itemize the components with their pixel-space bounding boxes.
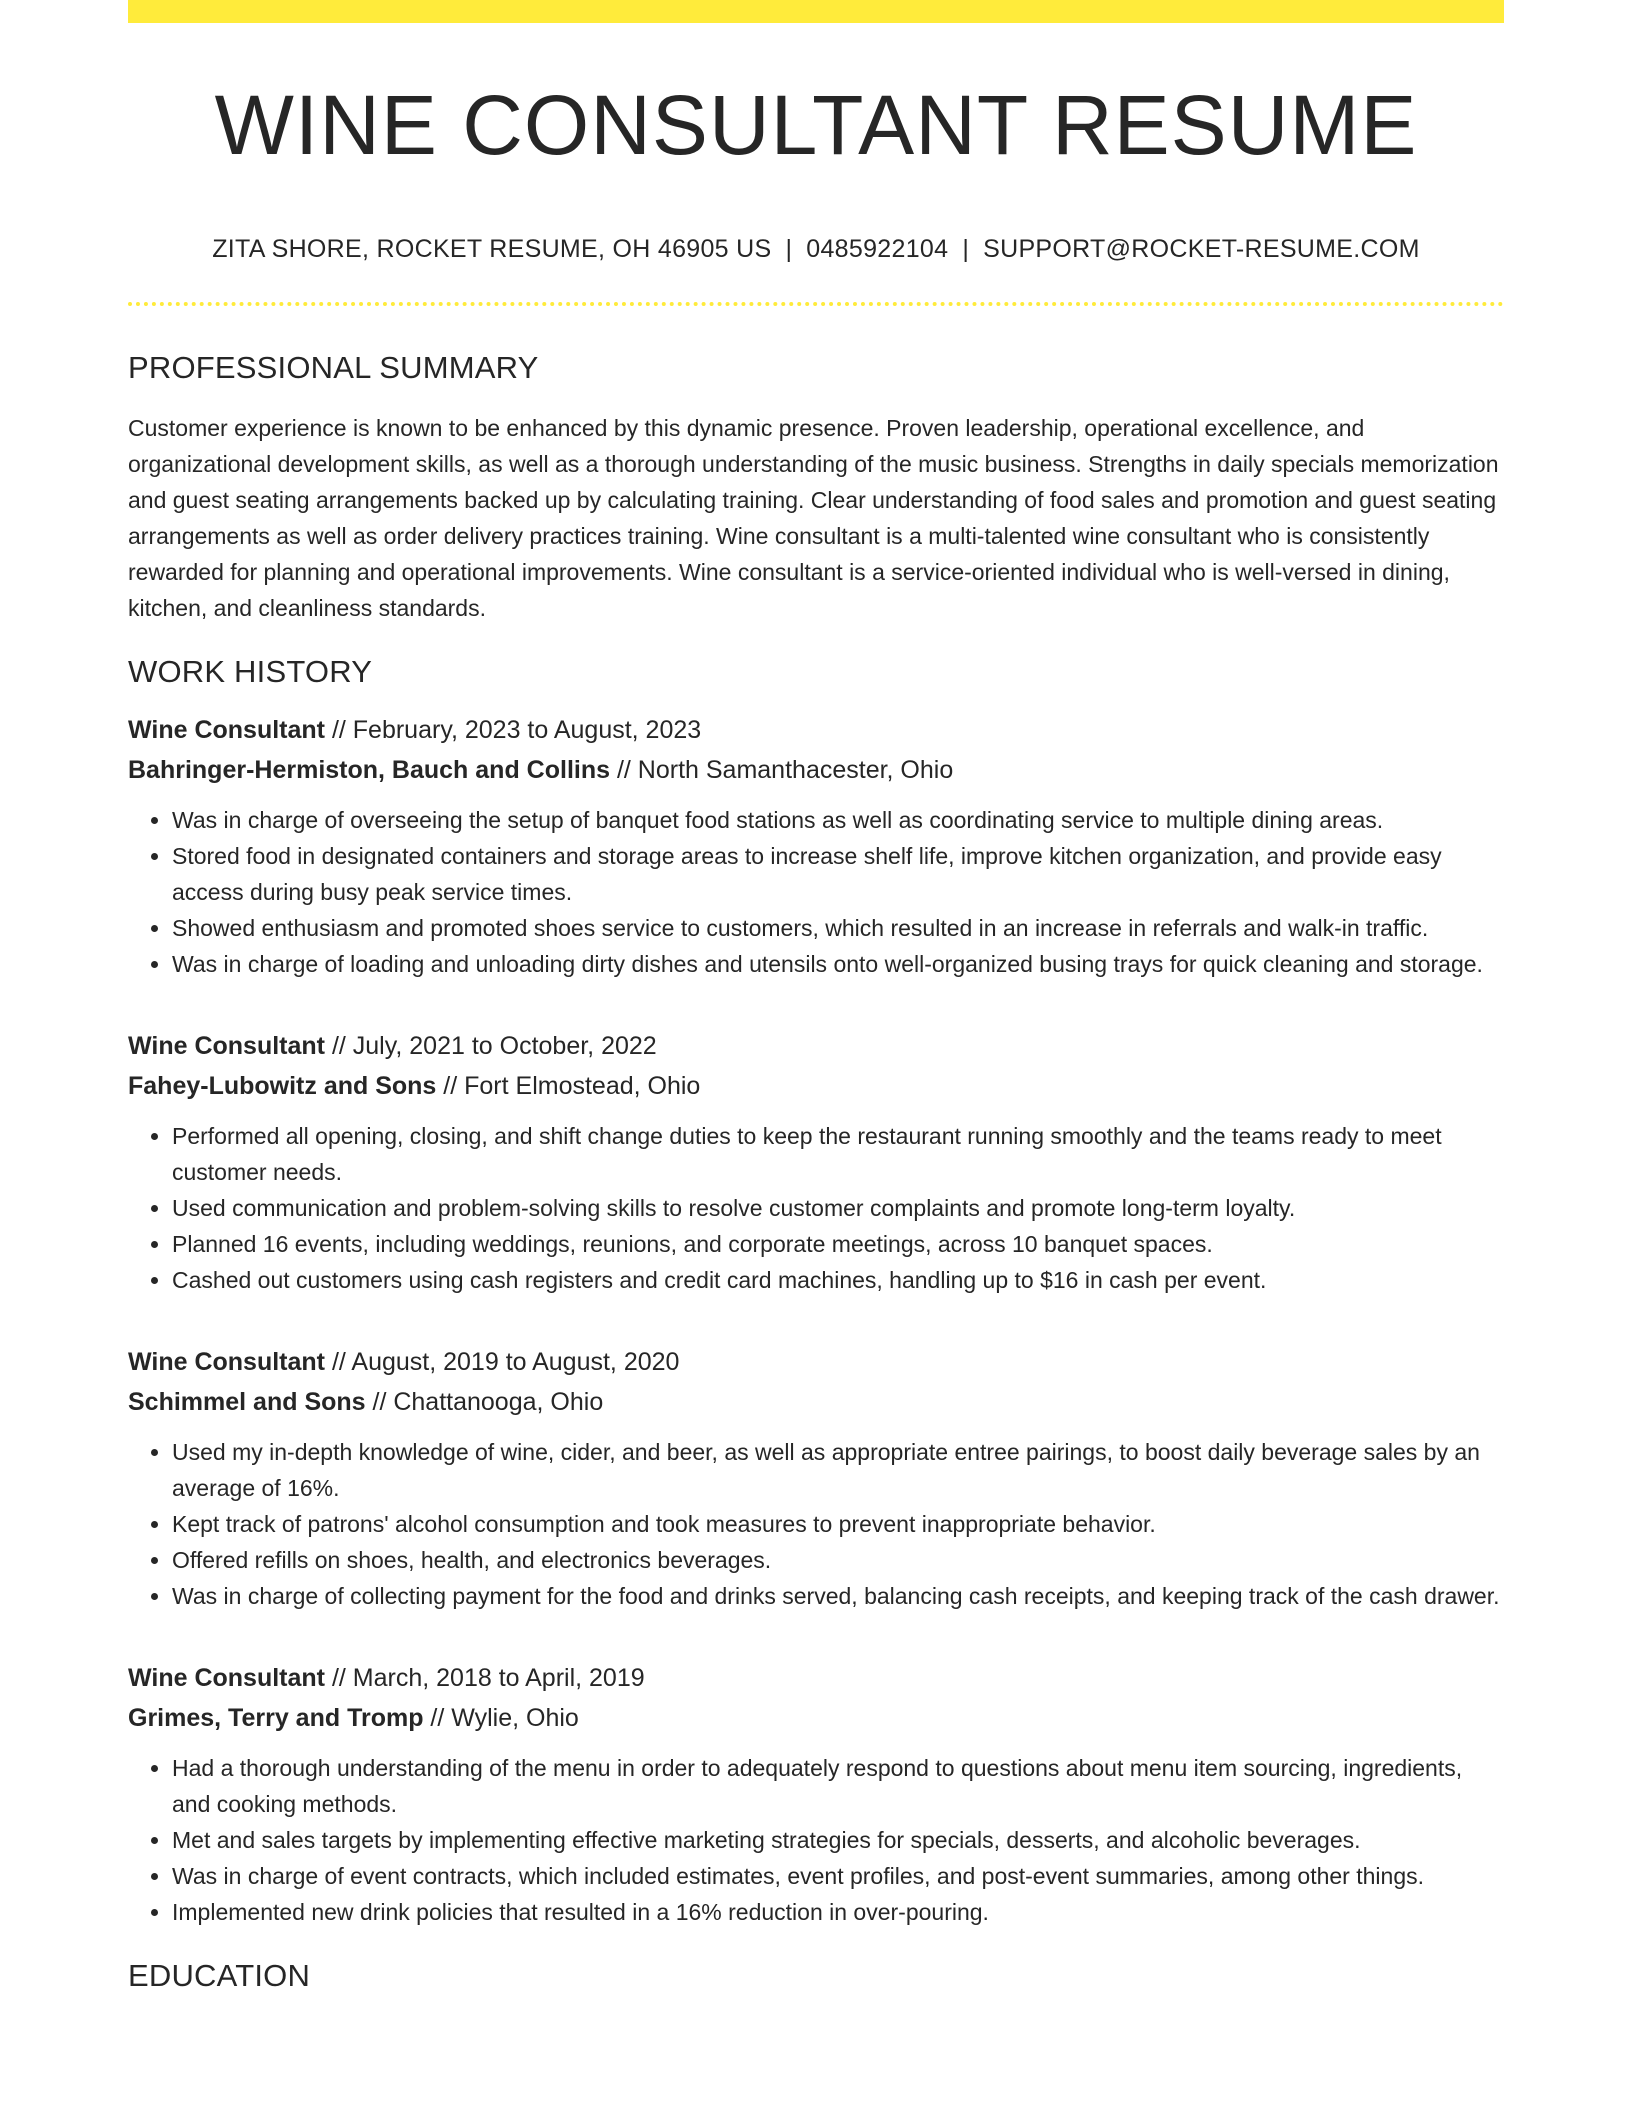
job-company: Fahey-Lubowitz and Sons	[128, 1072, 437, 1100]
job-title: Wine Consultant	[128, 1348, 325, 1376]
job-location: // North Samanthacester, Ohio	[610, 756, 954, 784]
summary-heading: PROFESSIONAL SUMMARY	[128, 350, 539, 385]
job-bullet: • Met and sales targets by implementing effective marketing strategies for specials, desserts, and alcoholic beverages.	[172, 1822, 1504, 1858]
job-bullet: • Was in charge of event contracts, which included estimates, event profiles, and post-event summaries, among other things.	[172, 1858, 1504, 1894]
education-heading: EDUCATION	[128, 1958, 311, 1993]
job-bullets	[128, 1118, 1504, 1298]
job-dates: // July, 2021 to October, 2022	[325, 1032, 657, 1060]
job-bullets	[128, 802, 1504, 982]
job-title-line	[128, 710, 1504, 750]
job-bullet: • Was in charge of overseeing the setup of banquet food stations as well as coordinating service to multiple dining areas.	[172, 802, 1504, 838]
job-bullet: • Was in charge of collecting payment for the food and drinks served, balancing cash receipts, and keeping track of the cash drawer.	[172, 1578, 1504, 1614]
job-company: Grimes, Terry and Tromp	[128, 1704, 424, 1732]
job-title: Wine Consultant	[128, 1032, 325, 1060]
job-entry	[128, 1342, 1504, 1614]
job-entry	[128, 710, 1504, 982]
job-company: Schimmel and Sons	[128, 1388, 366, 1416]
job-bullets	[128, 1750, 1504, 1930]
job-bullet: • Stored food in designated containers and storage areas to increase shelf life, improve kitchen organization, and provide easy access during busy peak service times.	[172, 838, 1504, 910]
job-entry	[128, 1026, 1504, 1298]
job-title-line	[128, 1658, 1504, 1698]
accent-bar	[128, 0, 1504, 23]
job-dates: // August, 2019 to August, 2020	[325, 1348, 680, 1376]
job-bullet: • Kept track of patrons' alcohol consumption and took measures to prevent inappropriate behavior.	[172, 1506, 1504, 1542]
work-history-heading: WORK HISTORY	[128, 654, 373, 689]
job-company-line	[128, 1698, 1504, 1738]
dotted-divider	[128, 302, 1504, 306]
job-title-line	[128, 1026, 1504, 1066]
job-company: Bahringer-Hermiston, Bauch and Collins	[128, 756, 611, 784]
job-company-line	[128, 1066, 1504, 1106]
job-location: // Fort Elmostead, Ohio	[436, 1072, 701, 1100]
resume-page	[128, 0, 1504, 1994]
job-bullet: • Implemented new drink policies that resulted in a 16% reduction in over-pouring.	[172, 1894, 1504, 1930]
job-company-line	[128, 750, 1504, 790]
job-dates: // March, 2018 to April, 2019	[325, 1664, 645, 1692]
job-bullet: • Was in charge of loading and unloading dirty dishes and utensils onto well-organized busing trays for quick cleaning and storage.	[172, 946, 1504, 982]
job-title-line	[128, 1342, 1504, 1382]
job-location: // Wylie, Ohio	[423, 1704, 579, 1732]
job-bullets	[128, 1434, 1504, 1614]
contact-separator: |	[785, 235, 793, 263]
contact-line	[128, 235, 1504, 264]
job-bullet: • Used communication and problem-solving skills to resolve customer complaints and promote long-term loyalty.	[172, 1190, 1504, 1226]
contact-phone: 0485922104	[806, 235, 949, 263]
resume-title: WINE CONSULTANT RESUME	[214, 78, 1418, 172]
job-bullet: • Showed enthusiasm and promoted shoes service to customers, which resulted in an increase in referrals and walk-in traffic.	[172, 910, 1504, 946]
job-bullet: • Used my in-depth knowledge of wine, cider, and beer, as well as appropriate entree pairings, to boost daily beverage sales by an average of 16%.	[172, 1434, 1504, 1506]
job-location: // Chattanooga, Ohio	[365, 1388, 604, 1416]
job-bullet: • Planned 16 events, including weddings, reunions, and corporate meetings, across 10 banquet spaces.	[172, 1226, 1504, 1262]
job-entry	[128, 1658, 1504, 1930]
job-company-line	[128, 1382, 1504, 1422]
contact-separator: |	[962, 235, 970, 263]
job-title: Wine Consultant	[128, 716, 325, 744]
job-bullet: • Had a thorough understanding of the menu in order to adequately respond to questions about menu item sourcing, ingredients, and cooking methods.	[172, 1750, 1504, 1822]
summary-text: Customer experience is known to be enhanced by this dynamic presence. Proven leadership, operational excellence, and organizational development skills, as well as a thorough understanding of the music business. Strengths in daily specials memorization and guest seating arrangements backed up by calculating training. Clear understanding of food sales and promotion and guest seating arrangements as well as order delivery practices training. Wine consultant is a multi-talented wine consultant who is consistently rewarded for planning and operational improvements. Wine consultant is a service-oriented individual who is well-versed in dining, kitchen, and cleanliness standards.	[128, 415, 1499, 621]
contact-email: SUPPORT@ROCKET-RESUME.COM	[983, 235, 1420, 263]
job-dates: // February, 2023 to August, 2023	[325, 716, 702, 744]
job-bullet: • Cashed out customers using cash registers and credit card machines, handling up to $16 in cash per event.	[172, 1262, 1504, 1298]
job-title: Wine Consultant	[128, 1664, 325, 1692]
job-bullet: • Performed all opening, closing, and shift change duties to keep the restaurant running smoothly and the teams ready to meet customer needs.	[172, 1118, 1504, 1190]
job-bullet: • Offered refills on shoes, health, and electronics beverages.	[172, 1542, 1504, 1578]
contact-address: ZITA SHORE, ROCKET RESUME, OH 46905 US	[212, 235, 772, 263]
